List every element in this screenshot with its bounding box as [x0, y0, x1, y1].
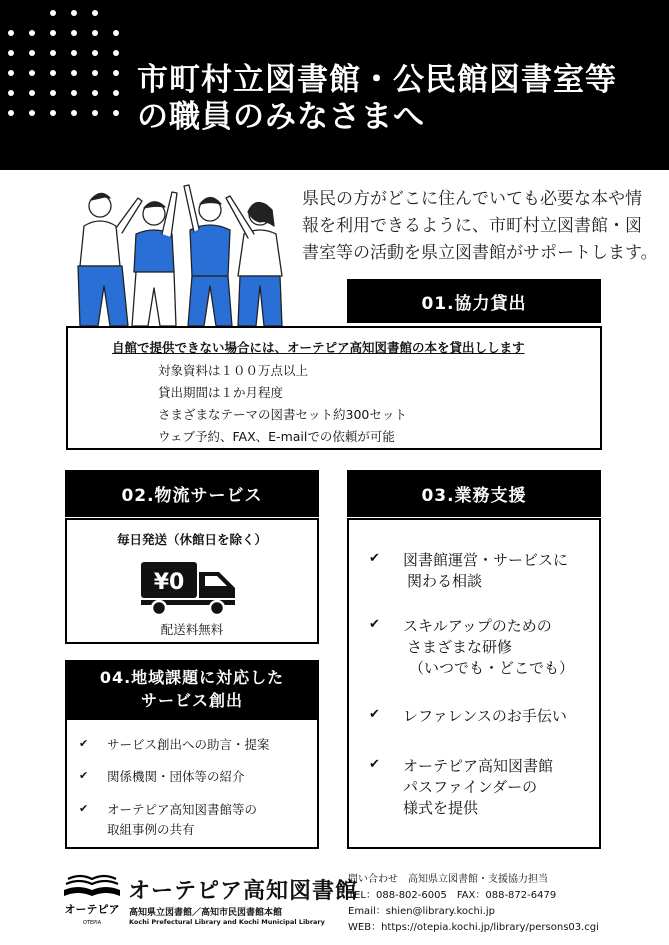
section2-lead: 毎日発送（休館日を除く）: [116, 532, 267, 547]
decorative-dot-grid: [8, 10, 138, 130]
list-item-line: （いつでも・どこでも）: [409, 659, 575, 677]
decorative-dot: [113, 110, 119, 116]
list-item-line: サービス創出への助言・提案: [107, 737, 270, 752]
decorative-dot: [50, 70, 56, 76]
decorative-dot: [113, 90, 119, 96]
section1-lead: 自館で提供できない場合には、オーテピア高知図書館の本を貸出しします: [112, 340, 525, 355]
logo-text: オーテピア: [64, 903, 120, 916]
list-item-line: スキルアップのための: [403, 617, 552, 635]
list-item: ウェブ予約、FAX、E-mailでの依頼が可能: [158, 429, 395, 444]
page-title: [137, 62, 617, 136]
list-item-line: 図書館運営・サービスに: [403, 551, 569, 569]
contact-line: 問い合わせ 高知県立図書館・支援協力担当: [348, 874, 548, 885]
decorative-dot: [71, 50, 77, 56]
list-item-line: オーテピア高知図書館: [403, 757, 554, 775]
page-title-line2: の職員のみなさまへ: [137, 99, 425, 136]
list-item: [369, 756, 553, 819]
list-item: [369, 616, 574, 679]
truck-icon: [139, 558, 239, 616]
logo-sub: OTEPIA: [82, 920, 102, 926]
contact-info: [348, 872, 599, 936]
section4-heading-line1: 04.地域課題に対応した: [99, 668, 285, 687]
brand-sub-en: Kochi Prefectural Library and Kochi Municipal Library: [129, 918, 325, 926]
intro-text: [302, 186, 662, 267]
decorative-dot: [50, 110, 56, 116]
check-icon: ✔: [79, 802, 89, 815]
section1-box: [66, 326, 602, 450]
intro-line2: 報を利用できるように、市町村立図書館・図: [302, 215, 642, 236]
page-title-line1: 市町村立図書館・公民館図書室等: [137, 62, 617, 98]
decorative-dot: [50, 50, 56, 56]
decorative-dot: [92, 30, 98, 36]
list-item-line: さまざまな研修: [407, 638, 513, 656]
decorative-dot: [71, 110, 77, 116]
decorative-dot: [8, 50, 14, 56]
list-item: 貸出期間は１か月程度: [158, 385, 284, 400]
intro-line1: 県民の方がどこに住んでいても必要な本や情: [302, 189, 642, 209]
decorative-dot: [50, 90, 56, 96]
list-item: [79, 800, 257, 840]
section4-heading: [65, 660, 319, 718]
decorative-dot: [113, 70, 119, 76]
decorative-dot: [71, 30, 77, 36]
decorative-dot: [92, 10, 98, 16]
decorative-dot: [8, 90, 14, 96]
decorative-dot: [92, 110, 98, 116]
check-icon: ✔: [79, 769, 89, 782]
decorative-dot: [8, 30, 14, 36]
list-item: [79, 735, 270, 755]
list-item: [79, 767, 245, 787]
contact-web: WEB：https://otepia.kochi.jp/library/persons03.cgi: [348, 922, 599, 933]
section2-foot: 配送料無料: [160, 622, 224, 637]
list-item-line: 関係機関・団体等の紹介: [107, 769, 245, 784]
section2-heading: 02.物流サービス: [65, 470, 319, 517]
decorative-dot: [50, 30, 56, 36]
list-item: 対象資料は１００万点以上: [158, 363, 309, 378]
list-item: さまざまなテーマの図書セット約300セット: [158, 407, 407, 422]
list-item-line: パスファインダーの: [403, 778, 538, 796]
decorative-dot: [113, 50, 119, 56]
decorative-dot: [71, 90, 77, 96]
section4-heading-line2: サービス創出: [140, 691, 243, 710]
decorative-dot: [50, 10, 56, 16]
header-banner: [0, 0, 669, 170]
decorative-dot: [29, 30, 35, 36]
decorative-dot: [29, 50, 35, 56]
check-icon: ✔: [369, 707, 380, 722]
list-item-line: レファレンスのお手伝い: [403, 707, 567, 725]
high-five-illustration: [62, 176, 302, 326]
decorative-dot: [29, 70, 35, 76]
list-item-line: オーテピア高知図書館等の: [107, 802, 258, 817]
check-icon: ✔: [369, 617, 380, 632]
decorative-dot: [8, 110, 14, 116]
section3-heading: 03.業務支援: [347, 470, 601, 517]
truck-price-label: ¥0: [153, 570, 185, 595]
decorative-dot: [8, 70, 14, 76]
list-item: [369, 706, 567, 727]
decorative-dot: [71, 10, 77, 16]
decorative-dot: [71, 70, 77, 76]
section3-box: [347, 518, 601, 849]
intro-line3: 書室等の活動を県立図書館がサポートします。: [302, 242, 658, 263]
list-item-line: 様式を提供: [403, 799, 479, 817]
decorative-dot: [29, 90, 35, 96]
check-icon: ✔: [369, 757, 380, 772]
contact-email: Email：shien@library.kochi.jp: [348, 906, 495, 917]
section1-list: [158, 360, 407, 448]
decorative-dot: [113, 30, 119, 36]
list-item-line: 関わる相談: [407, 572, 483, 590]
decorative-dot: [29, 110, 35, 116]
brand-name: オーテピア高知図書館: [128, 879, 359, 904]
decorative-dot: [92, 70, 98, 76]
decorative-dot: [92, 50, 98, 56]
list-item-line: 取組事例の共有: [107, 822, 195, 837]
otepia-logo: [62, 873, 122, 928]
decorative-dot: [92, 90, 98, 96]
contact-phone: TEL：088-802-6005 FAX：088-872-6479: [348, 890, 557, 901]
check-icon: ✔: [79, 737, 89, 750]
section1-heading: 01.協力貸出: [347, 279, 601, 323]
section4-box: [65, 718, 319, 849]
section2-box: [65, 518, 319, 644]
brand-sub-jp: 高知県立図書館／高知市民図書館本館: [129, 908, 283, 918]
check-icon: ✔: [369, 551, 380, 566]
list-item: [369, 550, 568, 592]
